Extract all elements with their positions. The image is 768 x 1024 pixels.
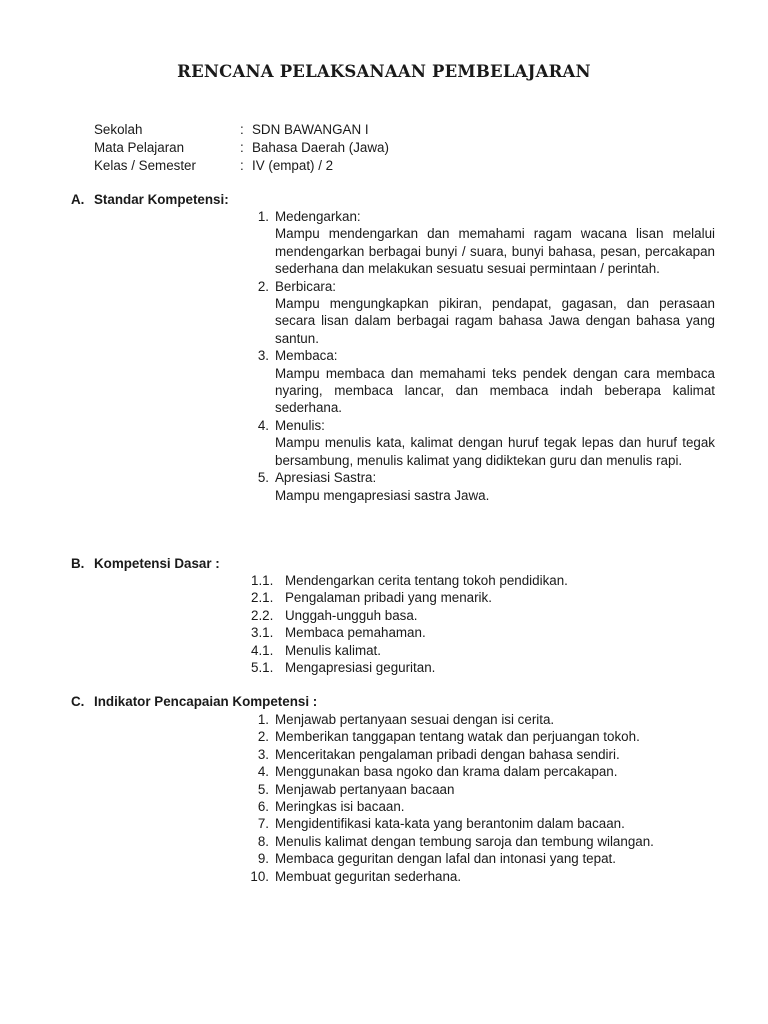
item-body: Mampu membaca dan memahami teks pendek dengan cara membaca nyaring, membaca lancar, dan membaca indah beberapa kalimat sederhana. [275,365,715,416]
list-item [245,815,715,832]
item-text: Menulis kalimat dengan tembung saroja dan tembung wilangan. [275,833,654,849]
list-item [245,417,715,469]
list-item [245,833,715,850]
item-number: 8. [257,833,269,849]
item-number: 2.2. [251,607,274,623]
list-item [245,728,715,745]
list-item [245,746,715,763]
item-text: Pengalaman pribadi yang menarik. [285,590,492,606]
meta-row-school [94,121,594,139]
list-item [245,572,715,589]
item-text: Memberikan tanggapan tentang watak dan perjuangan tokoh. [275,729,640,745]
section-b-heading [71,555,220,573]
list-item [245,624,715,641]
item-text: Membaca pemahaman. [285,625,426,641]
meta-label: Mata Pelajaran [94,140,185,155]
section-letter: C. [71,694,85,709]
meta-value: IV (empat) / 2 [252,158,334,173]
item-heading: Menulis: [275,417,325,433]
item-text: Meringkas isi bacaan. [275,799,405,815]
item-number: 4. [257,764,269,780]
list-item [245,711,715,728]
list-item [245,607,715,624]
item-number: 5. [257,470,269,486]
item-number: 5.1. [251,660,274,676]
item-body: Mampu mendengarkan dan memahami ragam wacana lisan melalui mendengarkan berbagai bunyi / suara, bunyi bahasa, pesan, percakapan sederhana dan melakukan sesuatu sesuai permintaan / perintah. [275,226,715,277]
item-number: 1. [257,712,269,727]
standard-competency-list [245,208,715,504]
item-body: Mampu mengapresiasi sastra Jawa. [275,487,490,503]
meta-colon: : [240,140,244,155]
list-item [245,850,715,867]
section-letter: A. [71,192,85,207]
item-text: Mendengarkan cerita tentang tokoh pendidikan. [285,573,568,588]
list-item [245,278,715,348]
meta-label: Kelas / Semester [94,158,196,173]
item-number: 10. [250,868,269,884]
item-number: 5. [257,781,269,797]
meta-row-subject [94,139,594,157]
item-number: 4. [257,417,269,433]
item-text: Mengapresiasi geguritan. [285,660,436,676]
list-item [245,347,715,417]
item-body: Mampu mengungkapkan pikiran, pendapat, gagasan, dan perasaan secara lisan dalam berbagai ragam bahasa Jawa dengan bahasa yang santun. [275,296,715,346]
section-heading: Indikator Pencapaian Kompetensi : [94,694,318,709]
item-number: 2. [257,278,269,294]
item-number: 9. [257,851,269,867]
section-heading: Kompetensi Dasar : [94,556,220,571]
item-text: Menulis kalimat. [285,642,381,658]
item-text: Membuat geguritan sederhana. [275,868,462,884]
list-item [245,659,715,676]
list-item [245,208,715,278]
meta-row-class [94,157,594,175]
item-text: Menjawab pertanyaan bacaan [275,781,455,797]
section-a-heading [71,191,229,209]
list-item [245,469,715,504]
section-letter: B. [71,556,85,571]
meta-colon: : [240,122,244,137]
item-body: Mampu menulis kata, kalimat dengan huruf tegak lepas dan huruf tegak bersambung, menulis kalimat yang didiktekan guru dan menulis rapi. [275,435,715,468]
item-number: 1. [257,209,269,224]
item-number: 3. [257,348,269,364]
meta-value: Bahasa Daerah (Jawa) [252,140,389,155]
item-text: Menceritakan pengalaman pribadi dengan bahasa sendiri. [275,746,620,762]
identity-block [94,121,594,175]
item-number: 4.1. [251,642,274,658]
item-number: 3.1. [251,625,274,641]
item-text: Menggunakan basa ngoko dan krama dalam percakapan. [275,764,618,780]
meta-colon: : [240,158,244,173]
item-text: Mengidentifikasi kata-kata yang berantonim dalam bacaan. [275,816,625,832]
document-title: RENCANA PELAKSANAAN PEMBELAJARAN [177,62,591,81]
item-heading: Berbicara: [275,278,337,294]
list-item [245,763,715,780]
item-number: 1.1. [251,573,274,588]
item-heading: Medengarkan: [275,209,361,224]
meta-value: SDN BAWANGAN I [252,122,369,137]
item-number: 2. [257,729,269,745]
list-item [245,781,715,798]
item-heading: Apresiasi Sastra: [275,470,377,486]
item-number: 2.1. [251,590,274,606]
item-heading: Membaca: [275,348,338,364]
item-number: 6. [257,799,269,815]
meta-label: Sekolah [94,122,143,137]
item-number: 7. [257,816,269,832]
indicator-list [245,711,715,885]
item-text: Menjawab pertanyaan sesuai dengan isi cerita. [275,712,555,727]
item-number: 3. [257,746,269,762]
section-heading: Standar Kompetensi: [94,192,229,207]
list-item [245,868,715,885]
list-item [245,589,715,606]
list-item [245,798,715,815]
item-text: Membaca geguritan dengan lafal dan intonasi yang tepat. [275,851,616,867]
item-text: Unggah-ungguh basa. [285,607,418,623]
list-item [245,642,715,659]
section-c-heading [71,693,317,711]
basic-competency-list [245,572,715,676]
